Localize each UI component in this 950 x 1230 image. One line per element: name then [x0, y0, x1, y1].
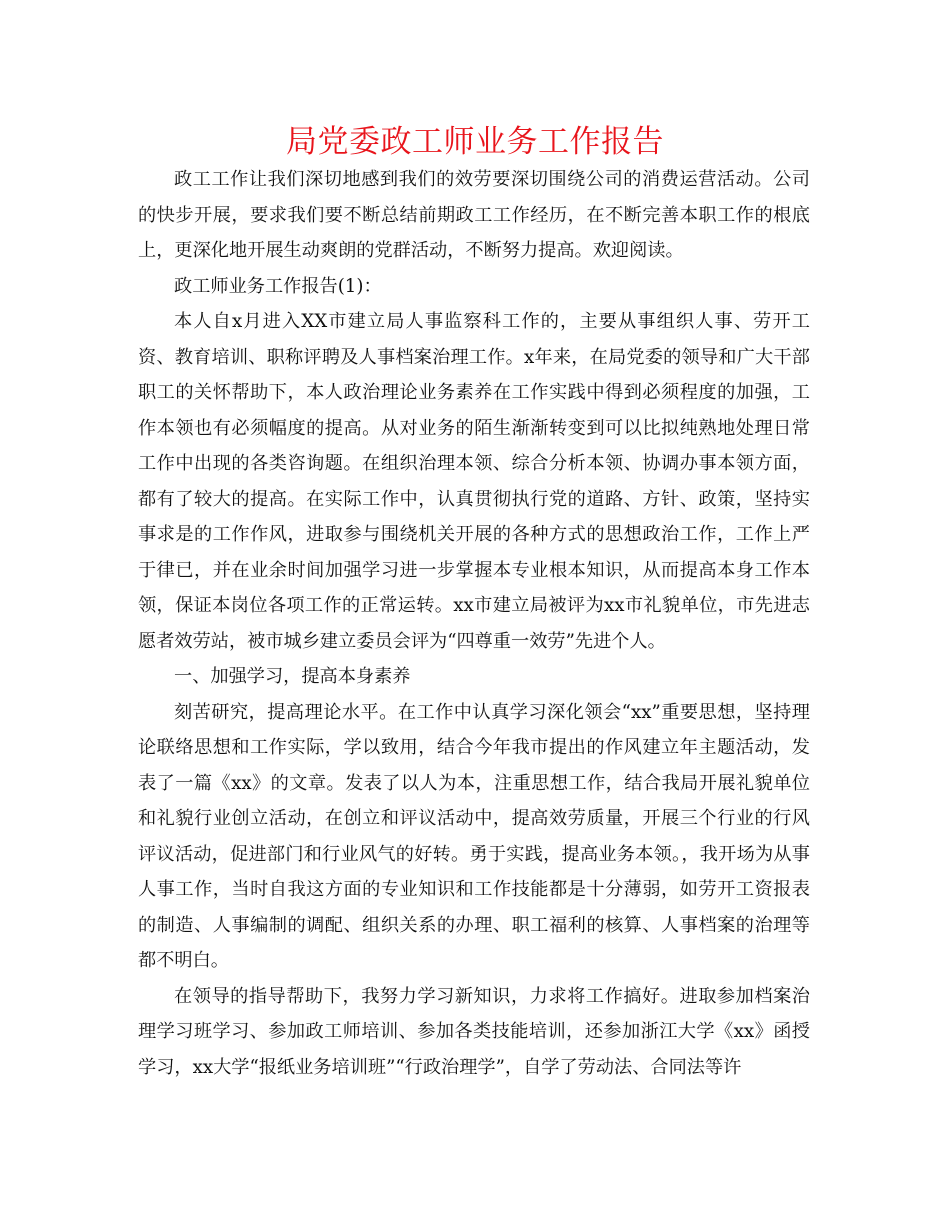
body-paragraph: 在领导的指导帮助下，我努力学习新知识，力求将工作搞好。进取参加档案治理学习班学习、参加政工师培训、参加各类技能培训，还参加浙江大学《xx》函授学习，xx大学“报纸业务培训班”“行政治理学”，自学了劳动法、合同法等许 — [138, 985, 810, 1078]
report-subtitle: 政工师业务工作报告(1)： — [174, 275, 382, 297]
document-body — [138, 162, 810, 1085]
intro-paragraph: 政工工作让我们深切地感到我们的效劳要深切围绕公司的消费运营活动。公司的快步开展，要求我们要不断总结前期政工工作经历，在不断完善本职工作的根底上，更深化地开展生动爽朗的党群活动，不断努力提高。欢迎阅读。 — [138, 169, 810, 261]
section-heading: 一、加强学习，提高本身素养 — [174, 666, 411, 687]
body-paragraph: 刻苦研究，提高理论水平。在工作中认真学习深化领会“xx”重要思想，坚持理论联络思想和工作实际，学以致用，结合今年我市提出的作风建立年主题活动，发表了一篇《xx》的文章。发表了以人为本，注重思想工作，结合我局开展礼貌单位和礼貌行业创立活动，在创立和评议活动中，提高效劳质量，开展三个行业的行风评议活动，促进部门和行业风气的好转。勇于实践，提高业务本领。，我开场为从事人事工作，当时自我这方面的专业知识和工作技能都是十分薄弱，如劳开工资报表的制造、人事编制的调配、组织关系的办理、职工福利的核算、人事档案的治理等都不明白。 — [138, 701, 810, 971]
body-paragraph: 本人自x月进入XX市建立局人事监察科工作的，主要从事组织人事、劳开工资、教育培训、职称评聘及人事档案治理工作。x年来，在局党委的领导和广大干部职工的关怀帮助下，本人政治理论业务素养在工作实践中得到必须程度的加强，工作本领也有必须幅度的提高。从对业务的陌生渐渐转变到可以比拟纯熟地处理日常工作中出现的各类咨询题。在组织治理本领、综合分析本领、协调办事本领方面，都有了较大的提高。在实际工作中，认真贯彻执行党的道路、方针、政策，坚持实事求是的工作作风，进取参与围绕机关开展的各种方式的思想政治工作，工作上严于律已，并在业余时间加强学习进一步掌握本专业根本知识，从而提高本身工作本领，保证本岗位各项工作的正常运转。xx市建立局被评为xx市礼貌单位，市先进志愿者效劳站，被市城乡建立委员会评为“四尊重一效劳”先进个人。 — [138, 311, 810, 652]
document-title: 局党委政工师业务工作报告 — [286, 124, 664, 160]
